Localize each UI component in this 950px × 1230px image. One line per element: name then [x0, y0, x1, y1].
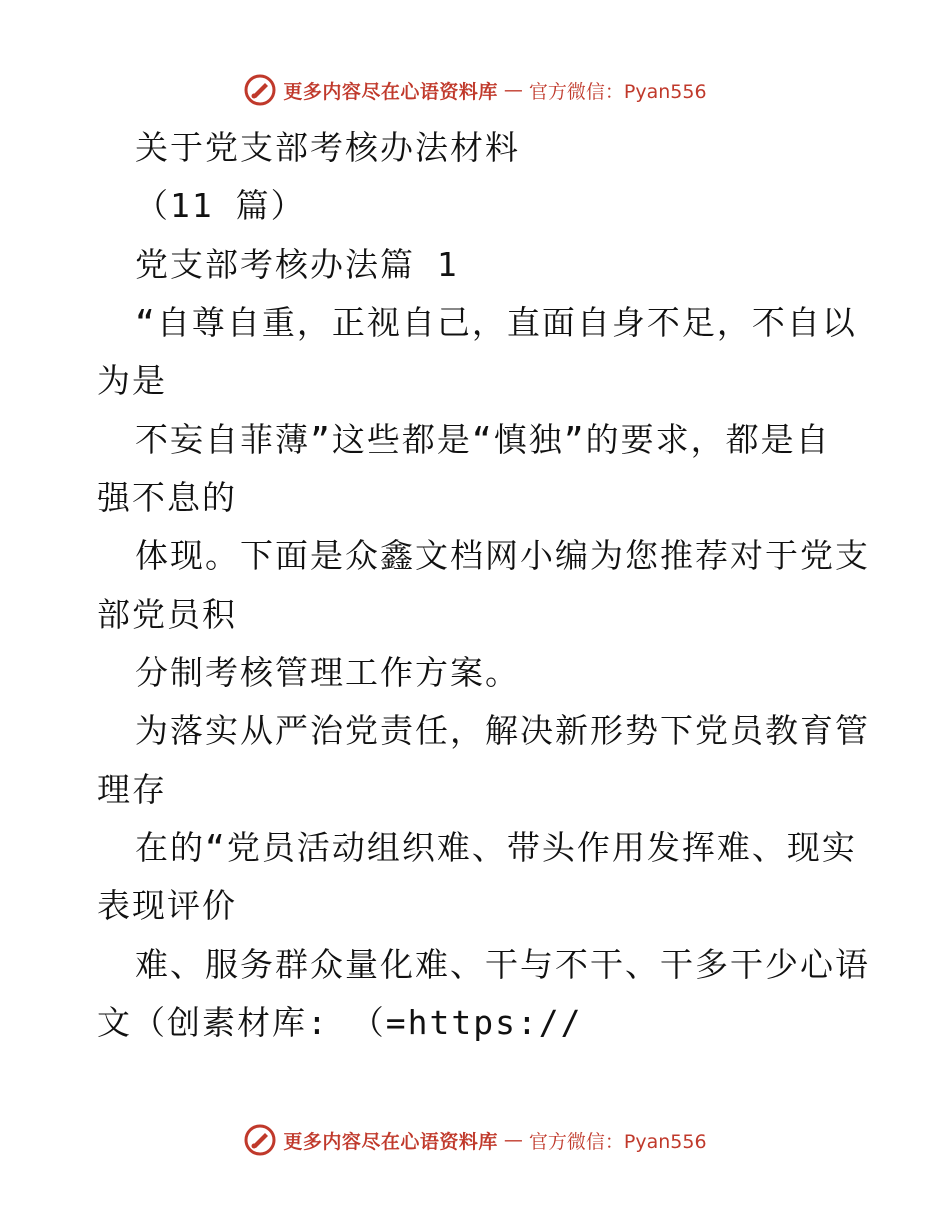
paragraph-line: 体现。下面是众鑫文档网小编为您推荐对于党支: [135, 536, 870, 575]
banner-separator: —: [503, 79, 523, 101]
paragraph-line: 为落实从严治党责任，解决新形势下党员教育管: [135, 711, 870, 750]
banner-wechat: 官方微信：Pyan556: [528, 80, 707, 103]
paragraph-line: 为是: [97, 361, 167, 400]
seal-logo-icon: [243, 73, 277, 107]
document-subtitle: （11 篇）: [135, 186, 306, 225]
paragraph-line: 分制考核管理工作方案。: [135, 653, 520, 692]
section-heading: 党支部考核办法篇 1: [135, 245, 459, 284]
banner-slogan: 更多内容尽在心语资料库: [283, 80, 498, 103]
paragraph-line: “自尊自重，正视自己，直面自身不足，不自以: [135, 303, 857, 342]
paragraph-line: 理存: [97, 770, 167, 809]
paragraph-line: 部党员积: [97, 595, 237, 634]
paragraph-line: 文（创素材库: （=https://: [97, 1003, 583, 1042]
paragraph-line: 表现评价: [97, 886, 237, 925]
paragraph-line: 难、服务群众量化难、干与不干、干多干少心语: [135, 945, 870, 984]
paragraph-line: 在的“党员活动组织难、带头作用发挥难、现实: [135, 828, 857, 867]
header-watermark-banner: [0, 70, 950, 110]
document-title: 关于党支部考核办法材料: [135, 128, 520, 167]
banner-separator: —: [503, 1129, 523, 1151]
banner-slogan: 更多内容尽在心语资料库: [283, 1130, 498, 1153]
paragraph-line: 强不息的: [97, 478, 237, 517]
seal-logo-icon: [243, 1123, 277, 1157]
banner-wechat: 官方微信：Pyan556: [528, 1130, 707, 1153]
footer-watermark-banner: [0, 1120, 950, 1160]
paragraph-line: 不妄自菲薄”这些都是“慎独”的要求，都是自: [135, 420, 831, 459]
